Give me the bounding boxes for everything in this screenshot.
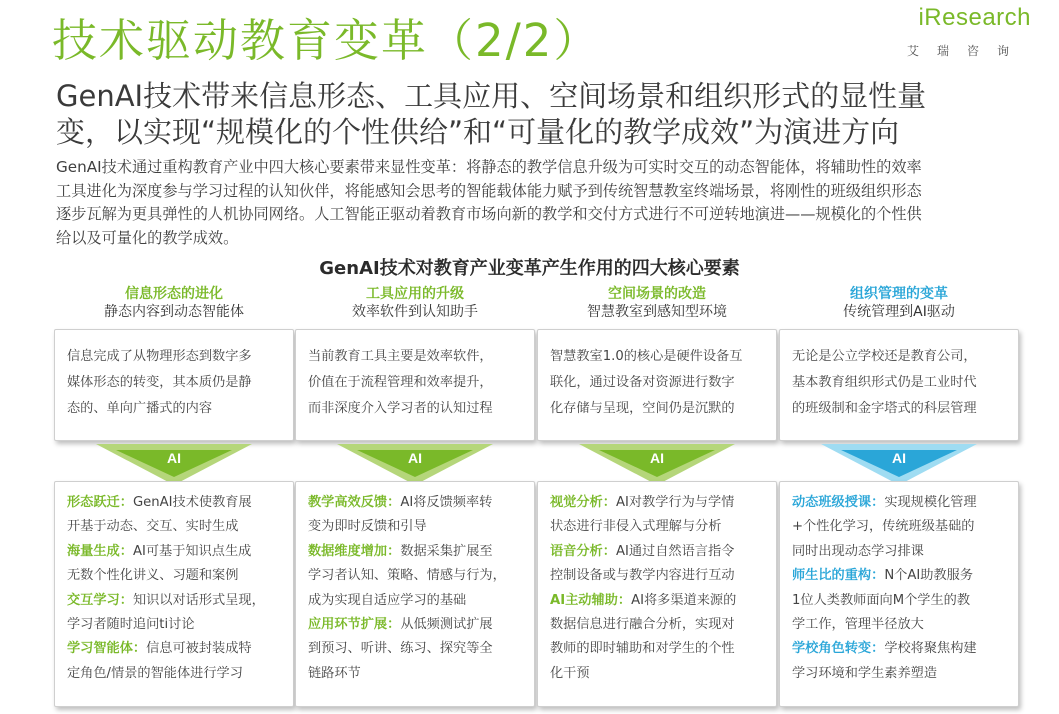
change-item-text: AI通过自然语言指令 (615, 543, 735, 559)
intro-line-3: 逐步瓦解为更具弹性的人机协同网络。人工智能正驱动着教育市场向新的教学和交付方式进行不可逆转地演进——规模化的个性供 (56, 205, 922, 223)
intro-paragraph (56, 156, 1036, 250)
change-item-keyword: 师生比的重构： (792, 568, 885, 584)
column-label: 信息形态的进化 (125, 286, 223, 302)
change-item-keyword: 应用环节扩展： (308, 617, 401, 633)
change-item-keyword: 海量生成： (67, 543, 133, 559)
column-sublabel: 效率软件到认知助手 (352, 304, 478, 320)
change-item-cont: 定角色/情景的智能体进行学习 (67, 665, 243, 681)
change-item-cont: 链路环节 (308, 665, 361, 681)
current-state-box (537, 329, 777, 441)
change-item-cont: 控制设备或与教学内容进行互动 (550, 568, 735, 584)
change-item-text: 信息可被封装成特 (146, 641, 252, 657)
change-item (792, 491, 1010, 515)
change-item-cont: 数据信息进行融合分析，实现对 (550, 617, 735, 633)
change-item-keyword: 教学高效反馈： (308, 495, 401, 510)
change-item-cont: 学习者认知、策略、情感与行为， (308, 568, 506, 584)
change-item-keyword: 数据维度增加： (308, 543, 401, 559)
page-subtitle (56, 78, 1016, 150)
change-item-cont: 变为即时反馈和引导 (308, 519, 427, 535)
change-item-cont: 学工作，管理半径放大 (792, 617, 924, 633)
current-state-line: 基本教育组织形式仍是工业时代 (792, 375, 977, 390)
change-item (67, 637, 285, 661)
column-sublabel: 智慧教室到感知型环境 (587, 304, 727, 320)
change-item-text: AI对教学行为与学情 (615, 495, 735, 510)
change-item-text: 知识以对话形式呈现， (132, 592, 265, 608)
change-item-keyword: 语音分析： (550, 543, 616, 559)
subtitle-line-1: GenAI技术带来信息形态、工具应用、空间场景和组织形式的显性量 (56, 79, 927, 113)
change-item-cont: 到预习、听讲、练习、探究等全 (308, 641, 493, 657)
change-item-text: GenAI技术使教育展 (132, 495, 252, 510)
current-state-line: 媒体形态的转变，其本质仍是静 (67, 375, 252, 390)
current-state-line: 化存储与呈现，空间仍是沉默的 (550, 401, 735, 416)
ai-change-box (295, 481, 535, 707)
change-item (67, 540, 285, 564)
change-item-cont: 状态进行非侵入式理解与分析 (550, 519, 722, 535)
ai-arrow-label: AI (892, 450, 906, 466)
change-item-text: N个AI助教服务 (884, 568, 974, 584)
change-item (792, 637, 1010, 661)
column-label: 工具应用的升级 (366, 286, 464, 302)
intro-line-4: 给以及可量化的教学成效。 (56, 228, 239, 247)
ai-change-box (537, 481, 777, 707)
current-state-line: 无论是公立学校还是教育公司， (792, 349, 977, 364)
ai-change-box (54, 481, 294, 707)
current-state-line: 而非深度介入学习者的认知过程 (308, 401, 493, 416)
current-state-box (779, 329, 1019, 441)
change-item (67, 589, 285, 613)
column-sublabel: 静态内容到动态智能体 (104, 304, 244, 320)
logo-brand-text: iResearch (918, 4, 1031, 31)
section-title: GenAI技术对教育产业变革产生作用的四大核心要素 (319, 258, 740, 279)
ai-change-box (779, 481, 1019, 707)
change-item-cont: 化干预 (550, 665, 590, 681)
current-state-line: 智慧教室1.0的核心是硬件设备互 (550, 349, 743, 364)
change-item (550, 540, 768, 564)
change-item-keyword: 学习智能体： (67, 641, 147, 657)
change-item-text: 实现规模化管理 (884, 495, 977, 510)
current-state-line: 联化，通过设备对资源进行数字 (550, 375, 735, 390)
current-state-line: 态的、单向广播式的内容 (67, 401, 213, 416)
change-item (308, 540, 526, 564)
current-state-box (54, 329, 294, 441)
intro-line-2: 工具进化为深度参与学习过程的认知伙伴，将能感知会思考的智能载体能力赋予到传统智慧教室终端场景，将刚性的班级组织形态 (56, 181, 922, 200)
column-sublabel: 传统管理到AI驱动 (843, 304, 955, 320)
change-item-text: AI将反馈频率转 (400, 495, 493, 510)
change-item-cont: 学习环境和学生素养塑造 (792, 665, 938, 681)
change-item-cont: 同时出现动态学习排课 (792, 543, 924, 559)
logo-cn-text: 艾瑞咨询 (906, 44, 1027, 58)
change-item-cont: 1位人类教师面向M个学生的教 (792, 592, 971, 608)
change-item (550, 589, 768, 613)
change-item-cont: 教师的即时辅助和对学生的个性 (550, 641, 735, 657)
ai-arrow-label: AI (650, 450, 664, 466)
change-item-cont: 开基于动态、交互、实时生成 (67, 519, 239, 535)
change-item-keyword: 动态班级授课： (792, 495, 885, 510)
change-item (308, 613, 526, 637)
current-state-line: 的班级制和金字塔式的科层管理 (792, 401, 977, 416)
ai-arrow-label: AI (408, 450, 422, 466)
change-item (67, 491, 285, 515)
current-state-line: 当前教育工具主要是效率软件， (308, 349, 493, 364)
iresearch-logo (906, 4, 1033, 60)
change-item-text: 从低频测试扩展 (400, 617, 493, 633)
column-tool-application (295, 285, 535, 681)
change-item (550, 491, 768, 515)
column-label: 空间场景的改造 (608, 286, 706, 302)
column-label: 组织管理的变革 (850, 286, 948, 302)
column-org-management (779, 285, 1019, 681)
change-item (308, 491, 526, 515)
ai-arrow-label: AI (167, 450, 181, 466)
change-item-text: 数据采集扩展至 (400, 543, 493, 559)
change-item-keyword: 交互学习： (67, 592, 133, 608)
change-item-text: 学校将聚焦构建 (884, 641, 977, 657)
change-item-cont: 学习者随时追问ti讨论 (67, 617, 195, 633)
column-info-form (54, 285, 294, 681)
current-state-line: 信息完成了从物理形态到数字多 (67, 349, 252, 364)
change-item-text: AI可基于知识点生成 (132, 543, 252, 559)
change-item-keyword: 视觉分析： (550, 495, 616, 510)
change-item-cont: +个性化学习，传统班级基础的 (792, 519, 975, 535)
page-title: 技术驱动教育变革（2/2） (52, 14, 601, 67)
current-state-line: 价值在于流程管理和效率提升， (308, 375, 493, 390)
intro-line-1: GenAI技术通过重构教育产业中四大核心要素带来显性变革：将静态的教学信息升级为可实时交互的动态智能体，将辅助性的效率 (56, 158, 922, 176)
change-item-cont: 无数个性化讲义、习题和案例 (67, 568, 239, 584)
change-item-cont: 成为实现自适应学习的基础 (308, 592, 467, 608)
current-state-box (295, 329, 535, 441)
column-space-scene (537, 285, 777, 681)
change-item-text: AI将多渠道来源的 (631, 592, 737, 608)
change-item (792, 564, 1010, 588)
change-item-keyword: 形态跃迁： (67, 495, 133, 510)
change-item-keyword: 学校角色转变： (792, 641, 885, 657)
subtitle-line-2: 变，以实现“规模化的个性供给”和“可量化的教学成效”为演进方向 (56, 115, 900, 149)
change-item-keyword: AI主动辅助： (550, 592, 632, 608)
